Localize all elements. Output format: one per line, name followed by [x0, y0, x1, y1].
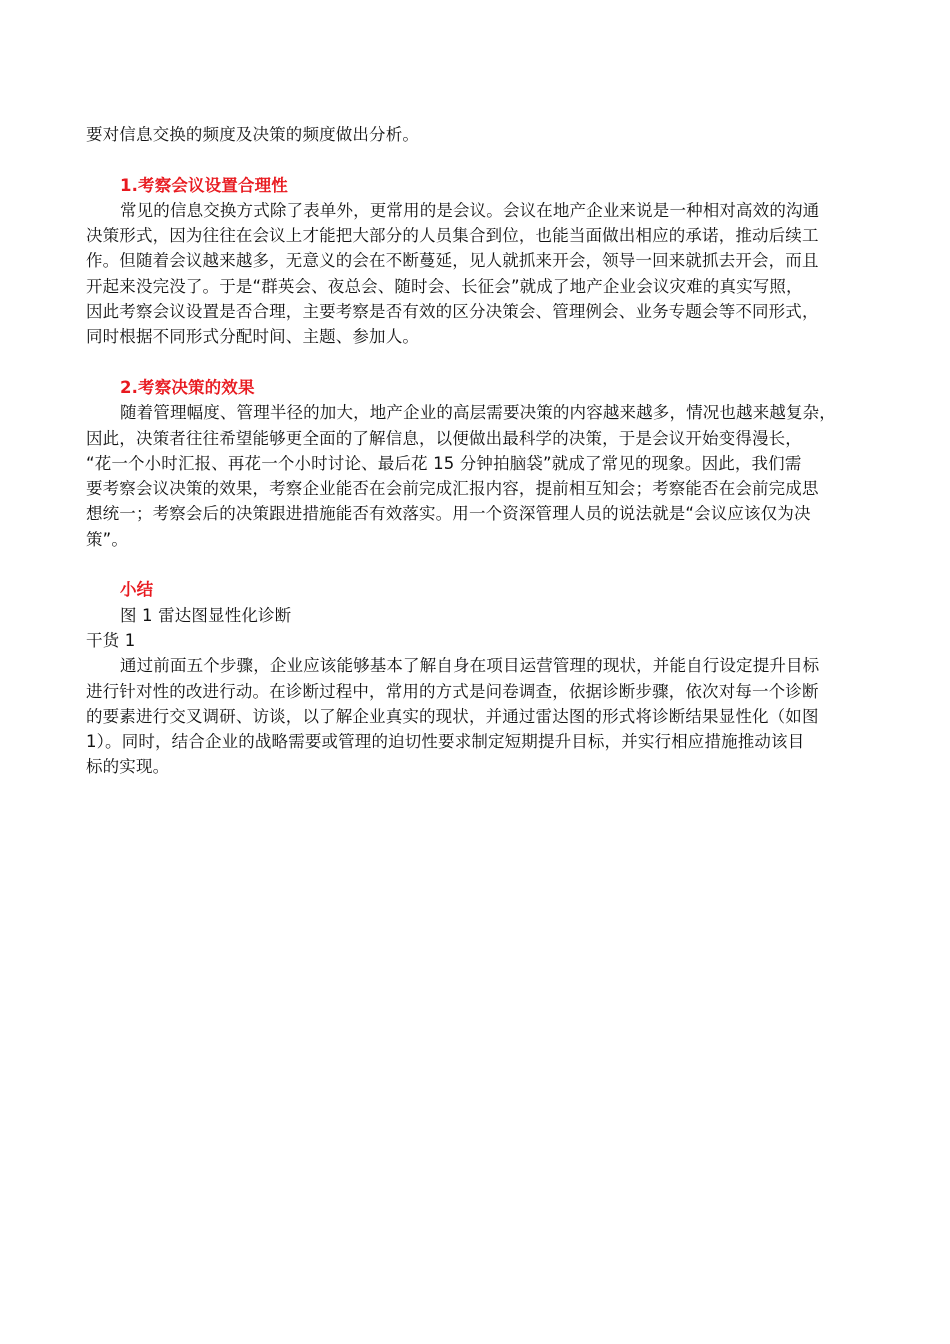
intro-paragraph: 要对信息交换的频度及决策的频度做出分析。 [86, 125, 419, 144]
paragraph-line: “花一个小时汇报、再花一个小时讨论、最后花 15 分钟拍脑袋”就成了常见的现象。因此，我们需 [86, 453, 802, 473]
paragraph-line: 因此考察会议设置是否合理，主要考察是否有效的区分决策会、管理例会、业务专题会等不同形式， [86, 302, 819, 322]
section-tag: 干货 1 [86, 630, 136, 650]
paragraph-line: 随着管理幅度、管理半径的加大，地产企业的高层需要决策的内容越来越多，情况也越来越复杂， [120, 403, 836, 423]
spacer [86, 147, 866, 172]
spacer [86, 552, 866, 577]
paragraph-line: 想统一；考察会后的决策跟进措施能否有效落实。用一个资深管理人员的说法就是“会议应该仅为决 [86, 504, 811, 524]
document-body [86, 122, 866, 780]
section-2-paragraph [86, 400, 866, 552]
paragraph-line: 要考察会议决策的效果，考察企业能否在会前完成汇报内容，提前相互知会；考察能否在会前完成思 [86, 479, 819, 499]
paragraph-line: 标的实现。 [86, 757, 170, 777]
paragraph-line: 进行针对性的改进行动。在诊断过程中，常用的方式是问卷调查，依据诊断步骤，依次对每一个诊断 [86, 681, 819, 701]
paragraph-line: 同时根据不同形式分配时间、主题、参加人。 [86, 327, 419, 347]
figure-caption: 图 1 雷达图显性化诊断 [120, 605, 292, 625]
paragraph-line: 因此，决策者往往希望能够更全面的了解信息，以便做出最科学的决策，于是会议开始变得漫长， [86, 428, 802, 448]
paragraph-line: 作。但随着会议越来越多，无意义的会在不断蔓延，见人就抓来开会，领导一回来就抓去开会，而且 [86, 251, 819, 271]
section-1-paragraph [86, 198, 866, 350]
section-2-heading: 2.考察决策的效果 [120, 377, 255, 397]
paragraph-line: 1）。同时，结合企业的战略需要或管理的迫切性要求制定短期提升目标，并实行相应措施推动该目 [86, 732, 805, 752]
summary-heading: 小结 [120, 580, 154, 600]
paragraph-line: 的要素进行交叉调研、访谈，以了解企业真实的现状，并通过雷达图的形式将诊断结果显性化（如图 [86, 706, 819, 726]
spacer [86, 350, 866, 375]
section-1-heading: 1.考察会议设置合理性 [120, 175, 288, 195]
paragraph-line: 通过前面五个步骤，企业应该能够基本了解自身在项目运营管理的现状，并能自行设定提升目标 [120, 656, 820, 676]
summary-paragraph [86, 653, 866, 779]
paragraph-line: 常见的信息交换方式除了表单外，更常用的是会议。会议在地产企业来说是一种相对高效的沟通 [120, 200, 820, 220]
paragraph-line: 决策形式，因为往往在会议上才能把大部分的人员集合到位，也能当面做出相应的承诺，推动后续工 [86, 226, 819, 246]
paragraph-line: 策”。 [86, 529, 128, 549]
paragraph-line: 开起来没完没了。于是“群英会、夜总会、随时会、长征会”就成了地产企业会议灾难的真实写照， [86, 276, 803, 296]
